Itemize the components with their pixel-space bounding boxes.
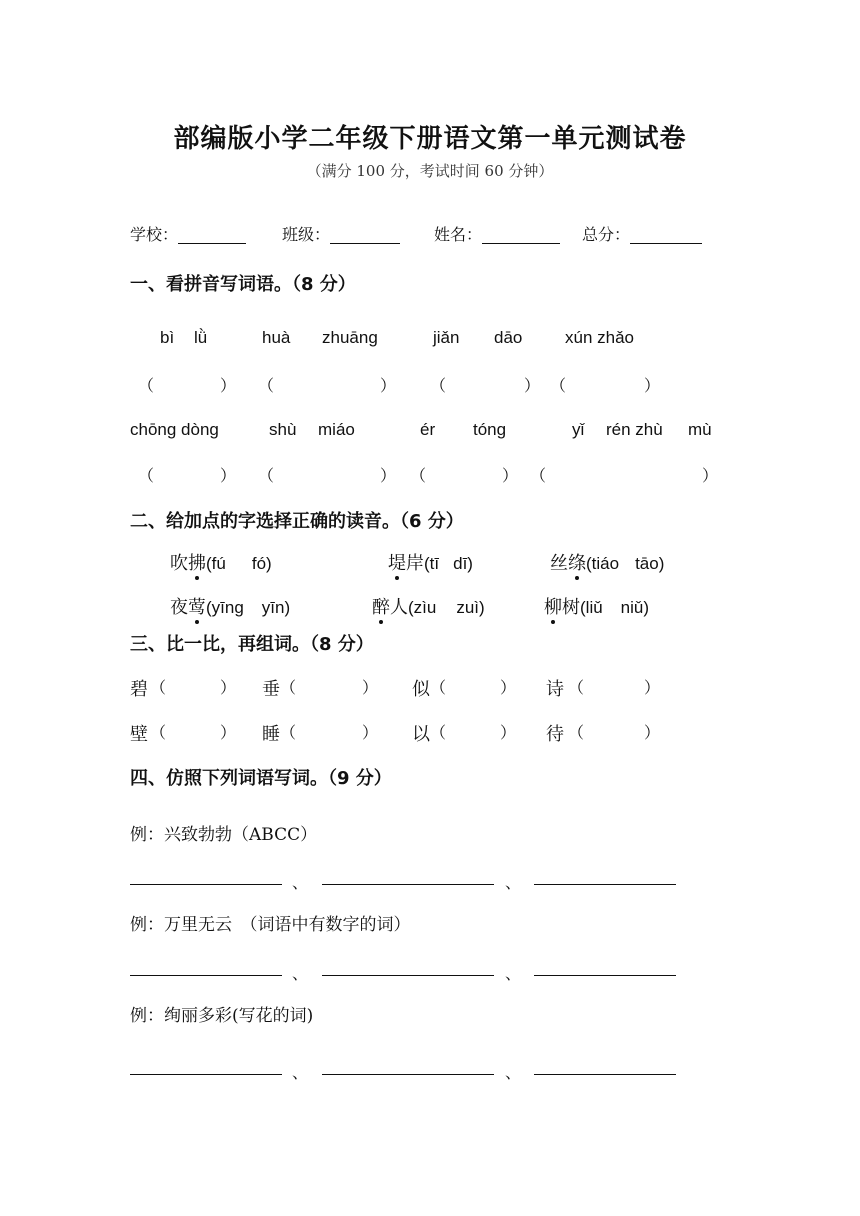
reading-option[interactable]: (liǔ	[580, 598, 603, 617]
answer-line[interactable]	[534, 975, 676, 976]
reading-option[interactable]: dī)	[453, 554, 473, 573]
pinyin: rén zhù	[606, 420, 663, 439]
answer-paren-close: ）	[380, 466, 397, 485]
answer-paren-open: （	[530, 466, 547, 485]
reading-option[interactable]: (zìu	[408, 598, 437, 617]
score-label: 总分：	[582, 225, 631, 244]
name-blank[interactable]	[482, 225, 560, 244]
dotted-char: 堤	[388, 549, 406, 575]
pinyin: xún zhǎo	[565, 328, 634, 347]
pinyin: jiǎn	[433, 328, 460, 347]
answer-paren-open: （	[280, 723, 297, 742]
answer-line[interactable]	[322, 884, 494, 885]
answer-paren-close: ）	[362, 723, 379, 742]
dotted-char: 醉	[372, 593, 390, 619]
answer-paren-open: （	[258, 376, 275, 395]
separator: 、	[292, 1063, 309, 1082]
answer-paren-open: （	[138, 376, 155, 395]
score-field[interactable]	[582, 222, 702, 245]
pinyin: tóng	[473, 420, 507, 439]
reading-item: 夜莺(yīng yīn)	[170, 593, 290, 619]
reading-option[interactable]: (yīng	[206, 598, 244, 617]
page-title: 部编版小学二年级下册语文第一单元测试卷	[173, 124, 687, 154]
school-label: 学校：	[130, 225, 179, 244]
reading-option[interactable]: zuì)	[456, 598, 485, 617]
answer-line[interactable]	[130, 1074, 282, 1075]
answer-paren-close: ）	[702, 466, 719, 485]
compare-char: 诗	[546, 679, 564, 700]
answer-line[interactable]	[322, 1074, 494, 1075]
answer-paren-open: （	[150, 723, 167, 742]
class-blank[interactable]	[330, 225, 400, 244]
separator: 、	[505, 873, 522, 892]
answer-paren-open: （	[280, 678, 297, 697]
name-field[interactable]	[434, 222, 560, 245]
page-subtitle: （满分 100 分，考试时间 60 分钟）	[306, 162, 554, 180]
answer-paren-close: ）	[500, 723, 517, 742]
dotted-char: 柳	[544, 593, 562, 619]
pinyin: yǐ	[572, 420, 585, 439]
example-1: 例：兴致勃勃（ABCC）	[130, 825, 318, 845]
pinyin: shù	[269, 420, 297, 439]
dotted-char: 绦	[568, 549, 586, 575]
answer-paren-close: ）	[644, 376, 661, 395]
answer-paren-close: ）	[500, 678, 517, 697]
compare-char: 以	[412, 724, 430, 745]
reading-item: 柳树(liǔ niǔ)	[544, 593, 649, 619]
answer-line[interactable]	[130, 884, 282, 885]
dotted-char: 莺	[188, 593, 206, 619]
separator: 、	[505, 964, 522, 983]
example-2: 例：万里无云 （词语中有数字的词）	[130, 915, 411, 935]
separator: 、	[292, 964, 309, 983]
reading-option[interactable]: (fú	[206, 554, 226, 573]
answer-paren-open: （	[410, 466, 427, 485]
school-field[interactable]	[130, 222, 246, 245]
separator: 、	[505, 1063, 522, 1082]
reading-option[interactable]: (tiáo	[586, 554, 620, 573]
answer-paren-open: （	[430, 723, 447, 742]
reading-option[interactable]: fó)	[251, 554, 272, 573]
pinyin: mù	[688, 420, 712, 439]
compare-char: 壁	[130, 724, 148, 745]
pinyin: lǜ	[194, 328, 208, 347]
answer-paren-open: （	[258, 466, 275, 485]
compare-char: 待	[546, 724, 564, 745]
answer-paren-open: （	[568, 723, 585, 742]
answer-paren-close: ）	[220, 376, 237, 395]
name-label: 姓名：	[434, 225, 483, 244]
answer-line[interactable]	[130, 975, 282, 976]
answer-line[interactable]	[534, 1074, 676, 1075]
answer-paren-open: （	[138, 466, 155, 485]
section-4-heading: 四、仿照下列词语写词。（9 分）	[130, 768, 392, 789]
compare-char: 睡	[262, 724, 280, 745]
pinyin: bì	[160, 328, 175, 347]
answer-paren-open: （	[430, 376, 447, 395]
section-2-heading: 二、给加点的字选择正确的读音。（6 分）	[130, 511, 464, 532]
class-field[interactable]	[282, 222, 400, 245]
pinyin: zhuāng	[322, 328, 378, 347]
pinyin: ér	[420, 420, 436, 439]
answer-paren-close: ）	[644, 678, 661, 697]
answer-paren-close: ）	[220, 678, 237, 697]
reading-option[interactable]: niǔ)	[620, 598, 650, 617]
reading-item: 吹拂(fú fó)	[170, 549, 272, 575]
answer-paren-close: ）	[644, 723, 661, 742]
pinyin: dāo	[494, 328, 523, 347]
answer-paren-close: ）	[524, 376, 541, 395]
answer-paren-open: （	[150, 678, 167, 697]
reading-item: 堤岸(tī dī)	[388, 549, 473, 575]
answer-paren-close: ）	[380, 376, 397, 395]
pinyin: chōng dòng	[130, 420, 219, 439]
answer-line[interactable]	[322, 975, 494, 976]
reading-option[interactable]: tāo)	[635, 554, 665, 573]
answer-paren-close: ）	[362, 678, 379, 697]
answer-paren-open: （	[550, 376, 567, 395]
compare-char: 垂	[262, 679, 280, 700]
class-label: 班级：	[282, 225, 331, 244]
score-blank[interactable]	[630, 225, 702, 244]
reading-option[interactable]: (tī	[424, 554, 440, 573]
compare-char: 碧	[130, 679, 148, 700]
school-blank[interactable]	[178, 225, 246, 244]
section-1-heading: 一、看拼音写词语。（8 分）	[130, 274, 356, 295]
example-3: 例：绚丽多彩(写花的词)	[130, 1006, 314, 1026]
reading-item: 丝绦(tiáo tāo)	[550, 549, 664, 575]
compare-char: 似	[412, 679, 430, 700]
reading-item: 醉人(zìu zuì)	[372, 593, 485, 619]
answer-paren-close: ）	[502, 466, 519, 485]
separator: 、	[292, 873, 309, 892]
reading-option[interactable]: yīn)	[261, 598, 291, 617]
answer-paren-close: ）	[220, 466, 237, 485]
pinyin: huà	[262, 328, 291, 347]
answer-line[interactable]	[534, 884, 676, 885]
dotted-char: 拂	[188, 549, 206, 575]
answer-paren-close: ）	[220, 723, 237, 742]
answer-paren-open: （	[568, 678, 585, 697]
pinyin: miáo	[318, 420, 355, 439]
answer-paren-open: （	[430, 678, 447, 697]
section-3-heading: 三、比一比，再组词。（8 分）	[130, 634, 374, 655]
